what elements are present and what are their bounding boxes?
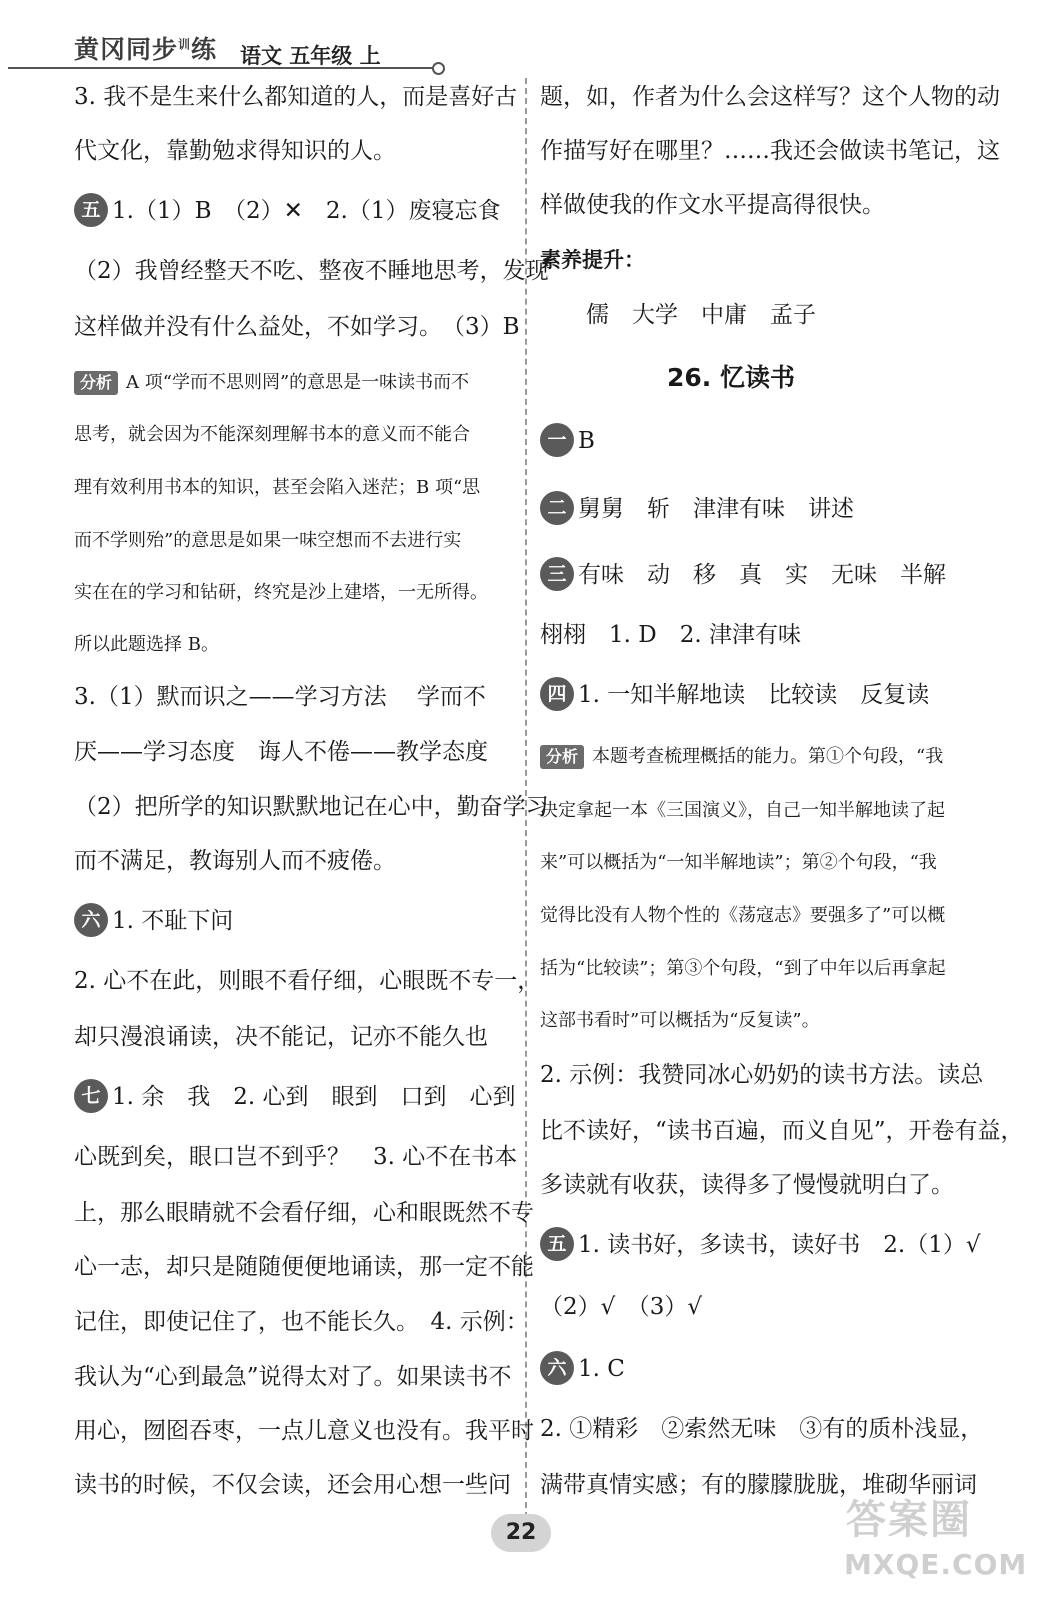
analysis-line: 理有效利用书本的知识，甚至会陷入迷茫；B 项“思 xyxy=(74,477,481,498)
answer-text: 1. C xyxy=(578,1356,625,1382)
section-number-badge: 二 xyxy=(540,491,574,525)
brand-sup: 训 xyxy=(178,37,192,52)
text-line: （2）√ （3）√ xyxy=(540,1294,703,1320)
answer-section-6 xyxy=(540,1354,625,1385)
answer-section-5 xyxy=(74,196,500,227)
text-line: （2）我曾经整天不吃、整夜不睡地思考，发现 xyxy=(74,258,549,284)
subject-label: 语文 五年级 上 xyxy=(240,43,381,68)
text-line: 栩栩 1. D 2. 津津有味 xyxy=(540,622,801,648)
brand-name: 黄冈同步 xyxy=(74,35,179,64)
section-number-badge: 五 xyxy=(540,1227,574,1261)
answer-section-3 xyxy=(540,560,946,591)
section-number-badge: 六 xyxy=(540,1351,574,1385)
answer-text: 1. 余 我 2. 心到 眼到 口到 心到 xyxy=(112,1084,516,1110)
section-number-badge: 四 xyxy=(540,677,574,711)
answer-text: 1. 读书好，多读书，读好书 2.（1）√ xyxy=(578,1232,981,1258)
answer-text: 舅舅 斩 津津有味 讲述 xyxy=(578,496,854,522)
analysis-text: A 项“学而不思则罔”的意思是一味读书而不 xyxy=(126,372,470,393)
watermark-logo xyxy=(806,1488,1026,1588)
text-line: 3.（1）默而识之——学习方法 学而不 xyxy=(74,684,486,710)
answer-section-1 xyxy=(540,426,595,457)
text-line: 代文化，靠勤勉求得知识的人。 xyxy=(74,138,396,164)
text-line: 这样做并没有什么益处，不如学习。 （3）B xyxy=(74,314,520,340)
analysis-line: 思考，就会因为不能深刻理解书本的意义而不能合 xyxy=(74,424,470,445)
section-number-badge: 七 xyxy=(74,1079,108,1113)
watermark-top-text: 答案圈 xyxy=(846,1497,972,1543)
analysis-line: 括为“比较读”；第③个句段，“到了中年以后再拿起 xyxy=(540,958,946,979)
text-line: 却只漫浪诵读，决不能记，记亦不能久也 xyxy=(74,1024,488,1050)
brand-tail: 练 xyxy=(191,35,218,64)
answer-text: B xyxy=(578,428,595,454)
page-header xyxy=(0,0,1037,72)
text-line: 2. ①精彩 ②索然无味 ③有的质朴浅显， xyxy=(540,1416,984,1442)
analysis-line: 而不学则殆”的意思是如果一味空想而不去进行实 xyxy=(74,530,462,551)
text-line: 3. 我不是生来什么都知道的人，而是喜好古 xyxy=(74,84,518,110)
page-number: 22 xyxy=(491,1514,551,1552)
answer-text: 1.（1）B （2）✕ 2.（1）废寝忘食 xyxy=(112,198,501,224)
answer-section-7 xyxy=(74,1082,516,1113)
text-line: 我认为“心到最急”说得太对了。如果读书不 xyxy=(74,1364,512,1390)
answer-text: 1. 不耻下问 xyxy=(112,908,234,934)
text-line: 题，如，作者为什么会这样写？这个人物的动 xyxy=(540,84,1000,110)
section-number-badge: 一 xyxy=(540,423,574,457)
text-line: 样做使我的作文水平提高得很快。 xyxy=(540,192,885,218)
text-line: 用心，囫囵吞枣，一点儿意义也没有。我平时 xyxy=(74,1418,534,1444)
analysis-line: 所以此题选择 B。 xyxy=(74,634,219,655)
section-number-badge: 五 xyxy=(74,193,108,227)
analysis-line: 实在在的学习和钻研，终究是沙上建塔，一无所得。 xyxy=(74,582,488,603)
answer-section-4 xyxy=(540,680,929,711)
text-line: 记住，即使记住了，也不能长久。 4. 示例： xyxy=(74,1309,529,1335)
answer-section-5 xyxy=(540,1230,981,1261)
text-line: 满带真情实感；有的朦朦胧胧，堆砌华丽词 xyxy=(540,1472,977,1498)
header-rule-dot xyxy=(432,62,445,75)
text-line: 比不读好，“读书百遍，而义自见”，开卷有益， xyxy=(540,1118,1024,1144)
text-line: （2）把所学的知识默默地记在心中，勤奋学习 xyxy=(74,794,549,820)
answer-section-6 xyxy=(74,906,233,937)
text-line: 而不满足，教诲别人而不疲倦。 xyxy=(74,848,396,874)
analysis-line: 决定拿起一本《三国演义》，自己一知半解地读了起 xyxy=(540,800,945,821)
brand-logo xyxy=(74,30,217,66)
analysis-line: 觉得比没有人物个性的《荡寇志》要强多了”可以概 xyxy=(540,905,946,926)
text-line: 多读就有收获，读得多了慢慢就明白了。 xyxy=(540,1172,954,1198)
text-line: 上，那么眼睛就不会看仔细，心和眼既然不专 xyxy=(74,1200,534,1226)
text-line: 2. 示例：我赞同冰心奶奶的读书方法。读总 xyxy=(540,1062,984,1088)
answer-section-2 xyxy=(540,494,854,525)
answer-text: 有味 动 移 真 实 无味 半解 xyxy=(578,562,946,588)
text-line: 作描写好在哪里？……我还会做读书笔记，这 xyxy=(540,138,1000,164)
text-line: 厌——学习态度 诲人不倦——教学态度 xyxy=(74,739,488,765)
header-rule xyxy=(8,67,433,69)
analysis-line: 来”可以概括为“一知半解地读”；第②个句段，“我 xyxy=(540,852,937,873)
text-line: 心一志，却只是随随便便地诵读，那一定不能 xyxy=(74,1254,534,1280)
answer-text: 1. 一知半解地读 比较读 反复读 xyxy=(578,682,930,708)
section-number-badge: 三 xyxy=(540,557,574,591)
section-number-badge: 六 xyxy=(74,903,108,937)
answer-words: 儒 大学 中庸 孟子 xyxy=(586,302,816,328)
analysis-line xyxy=(540,744,943,770)
watermark-url-text: MXQE.COM xyxy=(844,1548,1028,1581)
analysis-tag: 分析 xyxy=(540,745,584,769)
analysis-tag: 分析 xyxy=(74,371,118,395)
lesson-title: 26. 忆读书 xyxy=(667,363,795,392)
section-label: 素养提升： xyxy=(540,248,645,272)
analysis-line: 这部书看时”可以概括为“反复读”。 xyxy=(540,1010,820,1031)
text-line: 2. 心不在此，则眼不看仔细，心眼既不专一， xyxy=(74,968,541,994)
text-line: 心既到矣，眼口岂不到乎？ 3. 心不在书本 xyxy=(74,1144,518,1170)
analysis-line xyxy=(74,370,469,396)
analysis-text: 本题考查梳理概括的能力。第①个句段，“我 xyxy=(592,746,944,767)
text-line: 读书的时候，不仅会读，还会用心想一些问 xyxy=(74,1472,511,1498)
